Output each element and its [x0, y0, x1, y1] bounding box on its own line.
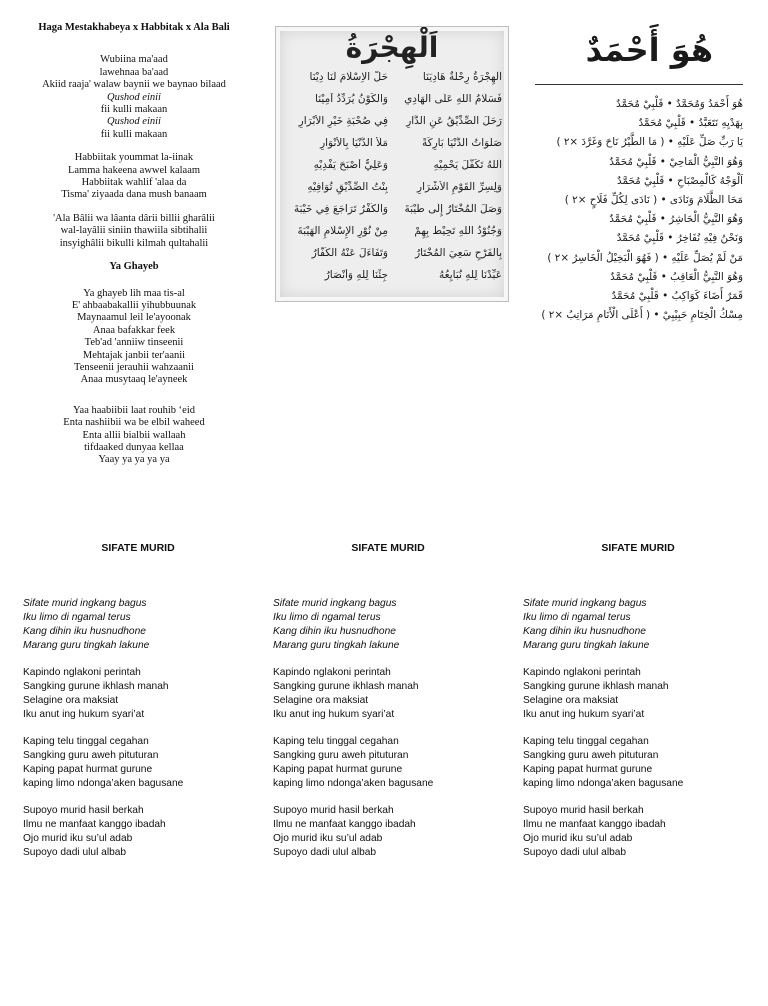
verse-line: Kang dihin iku husnudhone [523, 626, 646, 637]
arabic-verse: مِسْكُ الْخِتَامِ حَبِيْبِيْ • ( أَعْلَى الْأَنَامِ مَرَاتِبُ ×٢ ) [541, 309, 743, 322]
sifate-murid-column-3 [523, 541, 753, 873]
lyric-line: Tisma' ziyaada dana mush banaam [61, 189, 207, 201]
arabic-verse: وَهُوَ النَّبِيُّ الْعَاقِبُ • قَلْبِيْ مُحَمَّدٌ [610, 270, 743, 283]
verse-line: Sangking guru aweh pituturan [23, 750, 159, 761]
verse-line: Ojo murid iku su’ul adab [23, 833, 133, 844]
arabic-poem [535, 28, 743, 325]
manuscript-verse: وَلِسِرِّ الْقَوْمِ الْأَشْرَارِ [417, 181, 502, 193]
verse-line: Sangking guru aweh pituturan [523, 750, 659, 761]
manuscript-verse: بِالْفَرْحِ سَعِيَ الْمُخْتَارُ [415, 247, 502, 259]
arabic-verse: مَحَا الظَّلَامَ وَنَادَى • ( نَادَى لِكُلِّ فَلَاحٍ ×٢ ) [564, 194, 743, 207]
verse-line: Ojo murid iku su’ul adab [273, 833, 383, 844]
manuscript-verse: صَلَوَاتُ الدُّنْيَا بَارِكَةً [421, 137, 502, 149]
sifate-stanza-1 [23, 597, 253, 653]
manuscript-verse: جِئْنَا لِلْهِ وَأَنْصَارُ [324, 269, 388, 281]
verse-line: Supoyo murid hasil berkah [273, 805, 394, 816]
arabic-verse: وَهُوَ النَّبِيُّ الْحَاشِرُ • قَلْبِيْ مُحَمَّدٌ [609, 213, 743, 226]
song-stanza-5 [20, 405, 248, 467]
lyric-line: Wubiina ma'aad [100, 54, 168, 66]
sifate-stanza-3 [273, 735, 503, 791]
verse-line: Marang guru tingkah lakune [273, 640, 400, 651]
sifate-stanza-4 [273, 804, 503, 860]
verse-line: Kaping telu tinggal cegahan [23, 736, 149, 747]
manuscript-verse: فَسَلَامُ اللهِ عَلَى الْهَادِي [404, 93, 502, 105]
manuscript-verse: وَجُنُوْدُ اللهِ تَحِيْطُ بِهِمْ [414, 225, 502, 237]
manuscript-row [282, 225, 502, 245]
verse-line: kaping limo ndonga’aken bagusane [273, 778, 434, 789]
manuscript-row [282, 203, 502, 223]
sifate-murid-title: SIFATE MURID [351, 542, 425, 554]
arabic-verse: وَنَحْنُ فِيْهِ نُفَاخِرُ • قَلْبِيْ مُحَمَّدٌ [616, 232, 743, 245]
lyric-line: Lamma hakeena awwel kalaam [67, 164, 201, 176]
lyric-line: Tenseenii jerauhii wahzaanii [74, 361, 194, 373]
lyric-line: fii kulli makaan [100, 128, 168, 140]
sifate-murid-title: SIFATE MURID [601, 542, 675, 554]
verse-line: Sangking gurune ikhlash manah [23, 681, 169, 692]
sifate-murid-title: SIFATE MURID [101, 542, 175, 554]
manuscript-verse: عَبِّدْنَا لِلْهِ نُبَايِعُهُ [439, 269, 502, 281]
verse-line: Supoyo dadi ulul albab [523, 847, 627, 858]
manuscript-verse: وَصَلَ الْمُخْتَارُ إِلَى طَيْبَةَ [404, 203, 502, 215]
lyric-line: Akiid raaja' walaw baynii we baynao bilaad [42, 79, 226, 91]
verse-line: Ojo murid iku su’ul adab [523, 833, 633, 844]
lyric-line: 'Ala Bâlii wa lâanta dârii billii gharâlii [53, 212, 215, 224]
arabic-verse: اَلْوَجْهُ كَالْمِصْبَاحِ • قَلْبِيْ مُحَمَّدٌ [617, 174, 743, 187]
arabic-verse: وَهُوَ النَّبِيُّ الْمَاحِيْ • قَلْبِيْ مُحَمَّدٌ [609, 155, 743, 168]
lyric-line: fii kulli makaan [100, 104, 168, 116]
lyric-line: Enta nashiibii wa be elbil waheed [63, 417, 205, 429]
manuscript-title: اَلْهِجْرَةُ [345, 31, 439, 64]
verse-line: Ilmu ne manfaat kanggo ibadah [273, 819, 416, 830]
arabic-verse: بِهَدْيِهِ نَتَعَبَّدُ • قَلْبِيْ مُحَمَّدٌ [638, 117, 743, 130]
verse-line: Kang dihin iku husnudhone [273, 626, 396, 637]
arabic-verse: هُوَ أَحْمَدُ وَمُحَمَّدٌ • قَلْبِيْ مُحَمَّدٌ [616, 98, 743, 110]
manuscript-verse: حَلَّ الْاِسْلَامَ لَنَا دِيْنَا [309, 71, 388, 83]
verse-line: Kapindo nglakoni perintah [273, 667, 391, 678]
verse-line: Supoyo murid hasil berkah [523, 805, 644, 816]
manuscript-verse: وَالْكُفْرُ تَرَاجَعَ فِي خَيْبَةَ [293, 203, 388, 215]
manuscript-row [282, 71, 502, 91]
manuscript-row [282, 137, 502, 157]
manuscript-verse: اَللهُ تَكَفَّلَ يَحْمِيْهِ [433, 159, 502, 171]
lyric-line: Mehtajak janbii ter'aanii [82, 349, 186, 361]
verse-line: Sifate murid ingkang bagus [523, 598, 647, 609]
sifate-stanza-4 [23, 804, 253, 860]
sifate-stanza-2 [273, 666, 503, 722]
lyric-line: lawehnaa ba'aad [99, 66, 169, 78]
verse-line: Kang dihin iku husnudhone [23, 626, 146, 637]
song-stanza-4 [20, 288, 248, 387]
verse-line: Iku limo di ngamal terus [523, 612, 631, 623]
lyric-line: Enta allii bialbii wallaah [82, 429, 186, 441]
lyric-line: Habbiitak yoummat la-iinak [74, 152, 194, 164]
manuscript-verse: مِنْ نُوْرِ الْإِسْلَامِ الْهَيْبَةَ [297, 225, 388, 237]
lyric-line: Anaa bafakkar feek [92, 324, 176, 336]
section-heading: Ya Ghayeb [109, 261, 159, 273]
manuscript-row [282, 181, 502, 201]
lyric-line: Qushod einii [107, 91, 161, 103]
verse-line: Iku anut ing hukum syari’at [23, 709, 145, 720]
manuscript-row [282, 93, 502, 113]
verse-line: Marang guru tingkah lakune [23, 640, 150, 651]
verse-line: Marang guru tingkah lakune [523, 640, 650, 651]
lyric-line: insyighâlii bikulli kilmah qultahalii [59, 237, 209, 249]
sifate-stanza-2 [23, 666, 253, 722]
song-stanza-2 [20, 152, 248, 202]
manuscript-row [282, 247, 502, 267]
verse-line: Iku anut ing hukum syari’at [523, 709, 645, 720]
lyric-line: E' ahbaabakallii yihubbuunak [71, 299, 197, 311]
sifate-stanza-2 [523, 666, 753, 722]
manuscript-verse: وَالْكَوْنُ يُرَدِّدُ آمِيْنَا [315, 93, 388, 105]
verse-line: Kaping papat hurmat gurune [23, 764, 153, 775]
verse-line: Kaping papat hurmat gurune [523, 764, 653, 775]
lyric-line: Qushod einii [107, 116, 161, 128]
arabic-verse: مَنْ لَمْ يُصَلِّ عَلَيْهِ • ( فَهُوَ الْبَخِيْلُ الْخَاسِرُ ×٢ ) [547, 251, 743, 264]
lyric-line: Teb'ad 'anniiw tinseenii [84, 337, 184, 349]
manuscript-verse: وَتَفَاءَلَ عَنْهُ الْكُفَّارُ [311, 247, 388, 259]
verse-line: Ilmu ne manfaat kanggo ibadah [23, 819, 166, 830]
verse-line: Kaping telu tinggal cegahan [273, 736, 399, 747]
lyric-line: Anaa musytaaq le'ayneek [80, 374, 188, 386]
arabic-verse: قَمَرٌ أَضَاءَ كَوَاكِبُ • قَلْبِيْ مُحَمَّدٌ [611, 290, 743, 303]
verse-line: Sifate murid ingkang bagus [273, 598, 397, 609]
manuscript-row [282, 269, 502, 289]
manuscript-verse: بِنْتُ الصِّدِّيْقِ تُوَافِيْهِ [307, 181, 388, 193]
manuscript-verse: وَعَلِيٌّ أَصْبَحَ يَفْدِيْهِ [313, 159, 388, 171]
sifate-stanza-3 [23, 735, 253, 791]
lyric-line: Maynaamul leil le'ayoonak [77, 312, 191, 324]
manuscript-verse: مَلَأَ الدُّنْيَا بِالْأَنْوَارِ [320, 137, 388, 149]
verse-line: Kapindo nglakoni perintah [23, 667, 141, 678]
manuscript-verse: رَحَلَ الصِّدِّيْقُ عَنِ الدَّارِ [406, 115, 502, 127]
sifate-murid-column-2 [273, 541, 503, 873]
verse-line: Sangking guru aweh pituturan [273, 750, 409, 761]
arabic-poem-title: هُوَ أَحْمَدٌ [535, 28, 743, 85]
manuscript-row [282, 115, 502, 135]
sifate-murid-column-1 [23, 541, 253, 873]
lyric-line: tifdaaked dunyaa kellaa [84, 441, 184, 453]
verse-line: Selagine ora maksiat [273, 695, 369, 706]
lyric-line: Habbiitak wahlif 'alaa da [81, 177, 187, 189]
verse-line: Supoyo murid hasil berkah [23, 805, 144, 816]
song-title: Haga Mestakhabeya x Habbitak x Ala Bali [38, 22, 230, 33]
lyric-line: Yaa haabiibii laat rouhib ‘eid [73, 404, 195, 416]
sifate-stanza-1 [523, 597, 753, 653]
verse-line: Supoyo dadi ulul albab [273, 847, 377, 858]
sifate-stanza-1 [273, 597, 503, 653]
song-lyrics [20, 22, 248, 478]
verse-line: Iku anut ing hukum syari’at [273, 709, 395, 720]
verse-line: Kaping telu tinggal cegahan [523, 736, 649, 747]
verse-line: Supoyo dadi ulul albab [23, 847, 127, 858]
manuscript-row [282, 159, 502, 179]
verse-line: Iku limo di ngamal terus [273, 612, 381, 623]
verse-line: Sangking gurune ikhlash manah [273, 681, 419, 692]
manuscript-verse: اَلْهِجْرَةُ رِحْلَةٌ هَادِيَنَا [422, 71, 502, 83]
sifate-stanza-3 [523, 735, 753, 791]
verse-line: kaping limo ndonga’aken bagusane [23, 778, 184, 789]
verse-line: Kaping papat hurmat gurune [273, 764, 403, 775]
verse-line: Sangking gurune ikhlash manah [523, 681, 669, 692]
verse-line: Iku limo di ngamal terus [23, 612, 131, 623]
lyric-line: Yaay ya ya ya ya [98, 454, 170, 466]
arabic-verse: يَا رَبِّ صَلِّ عَلَيْهِ • ( مَا الطَّيْرُ نَاحَ وَغَرَّدَ ×٢ ) [556, 136, 743, 149]
manuscript-verse: فِي صُحْبَةِ خَيْرِ الْأَبْرَارِ [298, 115, 388, 127]
verse-line: Ilmu ne manfaat kanggo ibadah [523, 819, 666, 830]
song-stanza-1 [20, 54, 248, 141]
verse-line: Selagine ora maksiat [523, 695, 619, 706]
song-stanza-3 [20, 213, 248, 250]
sifate-stanza-4 [523, 804, 753, 860]
lyric-line: Ya ghayeb lih maa tis-al [83, 287, 185, 299]
verse-line: kaping limo ndonga’aken bagusane [523, 778, 684, 789]
verse-line: Kapindo nglakoni perintah [523, 667, 641, 678]
manuscript-scan-image [275, 26, 509, 302]
verse-line: Selagine ora maksiat [23, 695, 119, 706]
lyric-line: wal-layâlii siniin thawiila sibtihalii [60, 225, 208, 237]
verse-line: Sifate murid ingkang bagus [23, 598, 147, 609]
